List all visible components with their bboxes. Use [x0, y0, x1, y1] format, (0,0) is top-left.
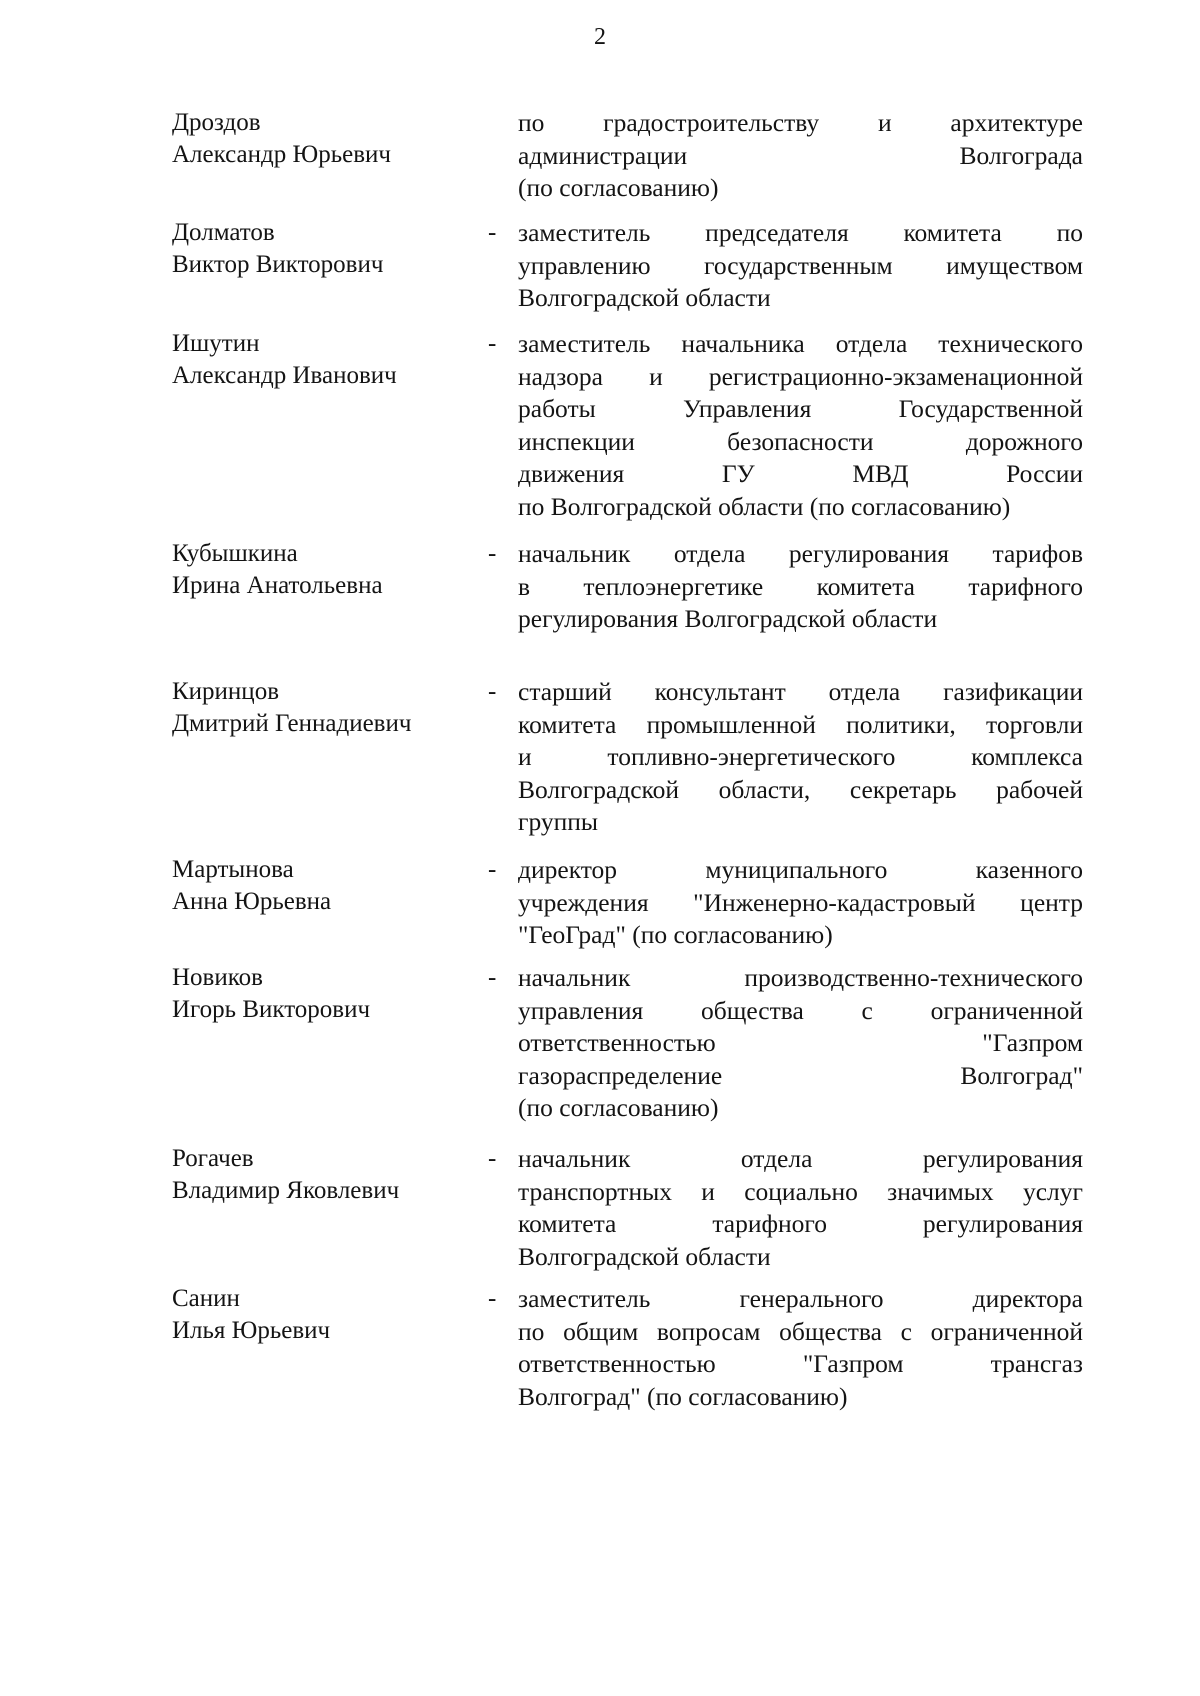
member-name	[172, 538, 472, 602]
position-line: Волгоград" (по согласованию)	[518, 1381, 848, 1411]
position-line: заместитель начальника отдела технического	[518, 329, 1083, 358]
position-line: инспекции безопасности дорожного	[518, 426, 1083, 456]
member-surname: Киринцов	[172, 678, 279, 705]
member-position	[518, 1143, 1083, 1273]
position-line: транспортных и социально значимых услуг	[518, 1176, 1083, 1206]
position-line: (по согласованию)	[518, 173, 719, 202]
member-surname: Долматов	[172, 219, 275, 246]
position-line: Волгоградской области	[518, 1241, 771, 1271]
position-line: движения ГУ МВД России	[518, 459, 1083, 488]
member-surname: Мартынова	[172, 856, 294, 883]
member-given-name: Дмитрий Геннадиевич	[172, 710, 412, 737]
member-given-name: Илья Юрьевич	[172, 1317, 331, 1344]
position-line: "ГеоГрад" (по согласованию)	[518, 920, 833, 949]
position-line: по общим вопросам общества с ограниченной	[518, 1316, 1083, 1346]
position-line: работы Управления Государственной	[518, 394, 1083, 423]
position-line: управления общества с ограниченной	[518, 995, 1083, 1025]
member-given-name: Анна Юрьевна	[172, 888, 332, 915]
dash-separator: -	[488, 330, 497, 357]
dash-separator: -	[488, 856, 497, 883]
position-line: управлению государственным имуществом	[518, 250, 1083, 280]
position-line: Волгоградской области	[518, 283, 771, 312]
member-name	[172, 1143, 472, 1207]
dash-separator: -	[488, 964, 497, 991]
position-line: регулирования Волгоградской области	[518, 604, 938, 633]
member-given-name: Ирина Анатольевна	[172, 572, 383, 599]
member-name	[172, 962, 472, 1026]
member-position	[518, 328, 1083, 523]
position-line: учреждения "Инженерно-кадастровый центр	[518, 887, 1083, 917]
position-line: по Волгоградской области (по согласованию)	[518, 491, 1011, 521]
position-line: по градостроительству и архитектуре	[518, 108, 1083, 137]
member-name	[172, 107, 472, 171]
dash-separator: -	[488, 1145, 497, 1172]
position-line: (по согласованию)	[518, 1093, 719, 1122]
member-given-name: Александр Иванович	[172, 362, 397, 389]
member-surname: Рогачев	[172, 1145, 254, 1172]
member-position	[518, 538, 1083, 636]
member-given-name: Игорь Викторович	[172, 996, 371, 1023]
position-line: группы	[518, 807, 599, 836]
position-line: старший консультант отдела газификации	[518, 677, 1083, 706]
member-name	[172, 854, 472, 918]
position-line: и топливно-энергетического комплекса	[518, 742, 1083, 771]
position-line: начальник производственно-технического	[518, 963, 1083, 992]
position-line: заместитель председателя комитета по	[518, 218, 1083, 247]
member-position	[518, 107, 1083, 205]
position-line: Волгоградской области, секретарь рабочей	[518, 774, 1083, 804]
member-position	[518, 962, 1083, 1125]
position-line: администрации Волгограда	[518, 140, 1083, 170]
position-line: газораспределение Волгоград"	[518, 1060, 1083, 1090]
member-position	[518, 217, 1083, 315]
member-name	[172, 676, 472, 740]
position-line: директор муниципального казенного	[518, 855, 1083, 884]
position-line: в теплоэнергетике комитета тарифного	[518, 571, 1083, 601]
member-surname: Дроздов	[172, 109, 261, 136]
member-given-name: Александр Юрьевич	[172, 141, 391, 168]
member-surname: Новиков	[172, 964, 263, 991]
position-line: заместитель генерального директора	[518, 1284, 1083, 1313]
position-line: начальник отдела регулирования тарифов	[518, 539, 1083, 568]
member-position	[518, 676, 1083, 839]
dash-separator: -	[488, 540, 497, 567]
member-position	[518, 854, 1083, 952]
dash-separator: -	[488, 1285, 497, 1312]
member-position	[518, 1283, 1083, 1413]
member-name	[172, 217, 472, 281]
position-line: ответственностью "Газпром трансгаз	[518, 1349, 1083, 1378]
member-surname: Санин	[172, 1285, 240, 1312]
member-surname: Ишутин	[172, 330, 260, 357]
member-name	[172, 328, 472, 392]
position-line: начальник отдела регулирования	[518, 1144, 1083, 1173]
position-line: комитета тарифного регулирования	[518, 1209, 1083, 1238]
member-given-name: Владимир Яковлевич	[172, 1177, 400, 1204]
position-line: надзора и регистрационно-экзаменационной	[518, 361, 1083, 391]
dash-separator: -	[488, 219, 497, 246]
page-number: 2	[594, 24, 606, 50]
member-name	[172, 1283, 472, 1347]
member-surname: Кубышкина	[172, 540, 298, 567]
position-line: комитета промышленной политики, торговли	[518, 709, 1083, 739]
dash-separator: -	[488, 678, 497, 705]
member-given-name: Виктор Викторович	[172, 251, 384, 278]
position-line: ответственностью "Газпром	[518, 1028, 1083, 1057]
